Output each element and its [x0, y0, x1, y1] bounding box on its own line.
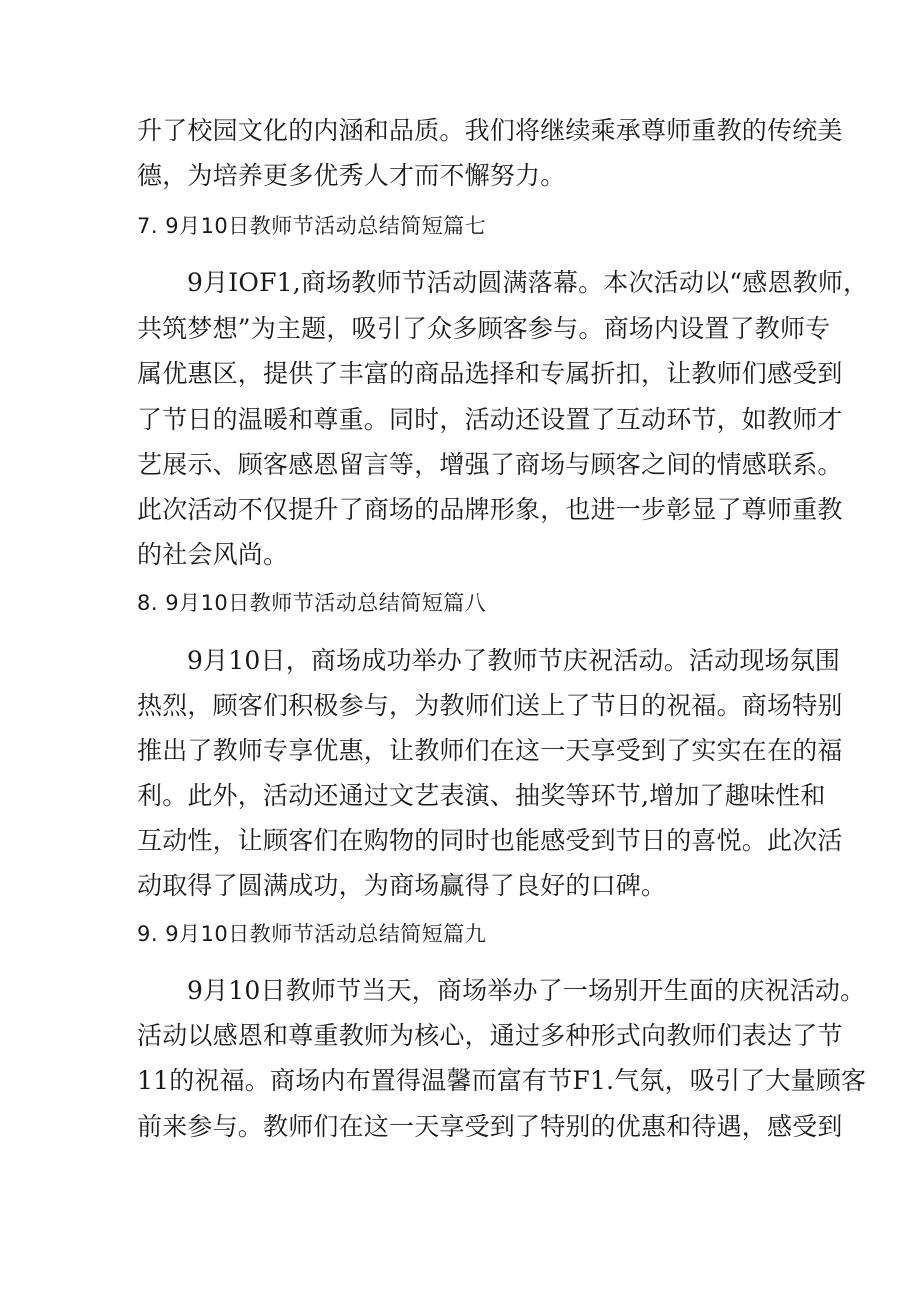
paragraph-7-line: 艺展示、顾客感恩留言等，增强了商场与顾客之间的情感联系。	[137, 450, 843, 479]
paragraph-9-line: 活动以感恩和尊重教师为核心，通过多种形式向教师们表达了节	[137, 1021, 843, 1050]
paragraph-7-line: 9月IOF1,商场教师节活动圆满落幕。本次活动以“感恩教师，	[187, 268, 869, 297]
section-heading-9: 9. 9月10日教师节活动总结简短篇九	[137, 922, 487, 946]
paragraph-9-line: 11的祝福。商场内布置得温馨而富有节F1.气氛，吸引了大量顾客	[137, 1066, 867, 1095]
paragraph-9-line: 9月10日教师节当天，商场举办了一场别开生面的庆祝活动。	[187, 976, 866, 1005]
section-heading-7: 7. 9月10日教师节活动总结简短篇七	[137, 214, 487, 238]
paragraph-7-line: 属优惠区，提供了丰富的商品选择和专属折扣，让教师们感受到	[137, 359, 843, 388]
paragraph-9-line: 前来参与。教师们在这一天享受到了特别的优惠和待遇，感受到	[137, 1112, 843, 1141]
paragraph-8-line: 利。此外，活动还通过文艺表演、抽奖等环节,增加了趣味性和	[137, 781, 826, 810]
paragraph-8-line: 9月10日，商场成功举办了教师节庆祝活动。活动现场氛围	[187, 646, 841, 675]
paragraph-8-line: 热烈，顾客们积极参与，为教师们送上了节日的祝福。商场特别	[137, 691, 843, 720]
paragraph-7-line: 的社会风尚。	[137, 540, 289, 569]
paragraph-8-line: 互动性，让顾客们在购物的同时也能感受到节日的喜悦。此次活	[137, 826, 843, 855]
paragraph-7-line: 共筑梦想”为主题，吸引了众多顾客参与。商场内设置了教师专	[137, 314, 831, 343]
paragraph-intro-line: 升了校园文化的内涵和品质。我们将继续乘承尊师重教的传统美	[137, 116, 843, 145]
paragraph-7-line: 了节日的温暖和尊重。同时，活动还设置了互动环节，如教师才	[137, 405, 843, 434]
paragraph-8-line: 推出了教师专享优惠，让教师们在这一天享受到了实实在在的福	[137, 736, 843, 765]
section-heading-8: 8. 9月10日教师节活动总结简短篇八	[137, 591, 487, 615]
paragraph-7-line: 此次活动不仅提升了商场的品牌形象，也进一步彰显了尊师重教	[137, 495, 843, 524]
paragraph-intro-line: 德，为培养更多优秀人才而不懈努力。	[137, 161, 566, 190]
paragraph-8-line: 动取得了圆满成功，为商场赢得了良好的口碑。	[137, 871, 667, 900]
